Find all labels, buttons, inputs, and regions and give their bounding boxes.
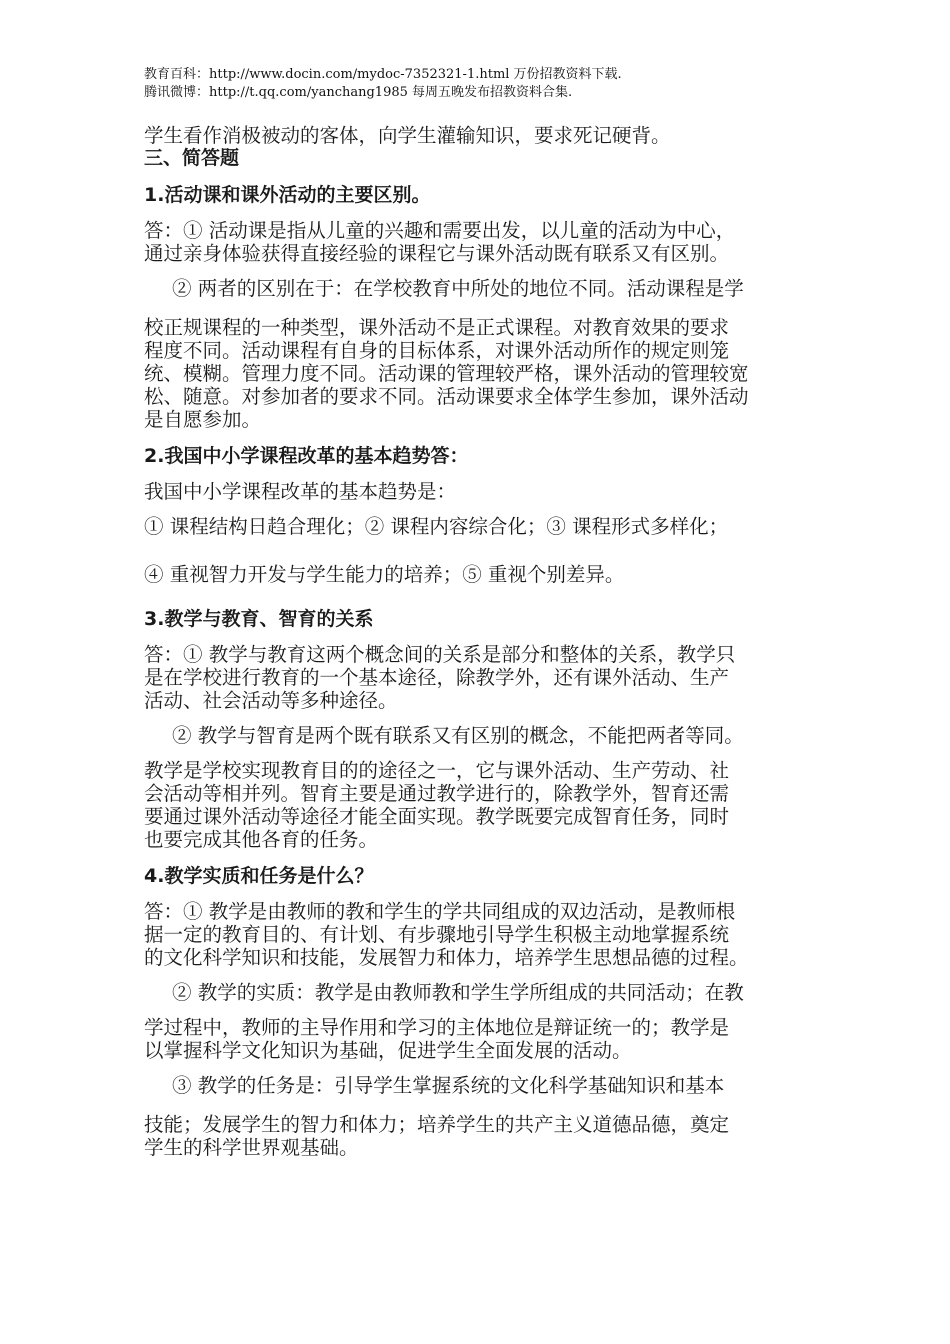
q1-title: 1.活动课和课外活动的主要区别。 — [144, 184, 431, 206]
q3-answer-2: ② 教学与智育是两个既有联系又有区别的概念，不能把两者等同。 — [172, 724, 744, 747]
q1-answer-2: 是自愿参加。 — [144, 408, 262, 431]
q4-answer-3: 技能；发展学生的智力和体力；培养学生的共产主义道德品德，奠定 — [144, 1113, 730, 1136]
q2-answer: 我国中小学课程改革的基本趋势是： — [144, 480, 457, 503]
q3-answer-2: 要通过课外活动等途径才能全面实现。教学既要完成智育任务，同时 — [144, 805, 730, 828]
q1-answer-2: 松、随意。对参加者的要求不同。活动课要求全体学生参加，课外活动 — [144, 385, 749, 408]
intro-text: 学生看作消极被动的客体，向学生灌输知识，要求死记硬背。 — [144, 124, 671, 147]
q2-title: 2.我国中小学课程改革的基本趋势答： — [144, 445, 469, 467]
q3-answer-1: 活动、社会活动等多种途径。 — [144, 689, 398, 712]
section-title: 三、简答题 — [144, 147, 240, 169]
header-line-docin: 教育百科：http://www.docin.com/mydoc-7352321-1.html 万份招教资料下载. — [144, 67, 622, 82]
q4-answer-1: 答：① 教学是由教师的教和学生的学共同组成的双边活动，是教师根 — [144, 900, 736, 923]
q1-answer-2: 程度不同。活动课程有自身的目标体系，对课外活动所作的规定则笼 — [144, 339, 730, 362]
q4-answer-2: ② 教学的实质：教学是由教师教和学生学所组成的共同活动；在教 — [172, 981, 744, 1004]
q3-answer-2: 也要完成其他各育的任务。 — [144, 828, 379, 851]
q4-answer-2: 学过程中，教师的主导作用和学习的主体地位是辩证统一的；教学是 — [144, 1016, 730, 1039]
q3-answer-1: 答：① 教学与教育这两个概念间的关系是部分和整体的关系，教学只 — [144, 643, 736, 666]
page-header — [144, 66, 622, 102]
q3-answer-2: 教学是学校实现教育目的的途径之一，它与课外活动、生产劳动、社 — [144, 759, 730, 782]
q3-answer-1: 是在学校进行教育的一个基本途径，除教学外，还有课外活动、生产 — [144, 666, 730, 689]
q2-answer: ④ 重视智力开发与学生能力的培养；⑤ 重视个别差异。 — [144, 563, 625, 586]
q4-answer-3: 学生的科学世界观基础。 — [144, 1136, 359, 1159]
q4-answer-3: ③ 教学的任务是：引导学生掌握系统的文化科学基础知识和基本 — [172, 1074, 725, 1097]
q4-answer-2: 以掌握科学文化知识为基础，促进学生全面发展的活动。 — [144, 1039, 632, 1062]
q3-title: 3.教学与教育、智育的关系 — [144, 608, 374, 630]
q1-answer-2: 校正规课程的一种类型，课外活动不是正式课程。对教育效果的要求 — [144, 316, 730, 339]
q1-answer-1: 答：① 活动课是指从儿童的兴趣和需要出发，以儿童的活动为中心， — [144, 219, 736, 242]
q4-answer-1: 的文化科学知识和技能，发展智力和体力，培养学生思想品德的过程。 — [144, 946, 749, 969]
header-line-weibo: 腾讯微博：http://t.qq.com/yanchang1985 每周五晚发布招教资料合集. — [144, 85, 573, 100]
q4-answer-1: 据一定的教育目的、有计划、有步骤地引导学生积极主动地掌握系统 — [144, 923, 730, 946]
q4-title: 4.教学实质和任务是什么？ — [144, 865, 374, 887]
document-body — [144, 124, 812, 1159]
q1-answer-2: 统、模糊。管理力度不同。活动课的管理较严格，课外活动的管理较宽 — [144, 362, 749, 385]
q1-answer-2: ② 两者的区别在于：在学校教育中所处的地位不同。活动课程是学 — [172, 277, 744, 300]
q1-answer-1: 通过亲身体验获得直接经验的课程它与课外活动既有联系又有区别。 — [144, 242, 730, 265]
q3-answer-2: 会活动等相并列。智育主要是通过教学进行的，除教学外，智育还需 — [144, 782, 730, 805]
q2-answer: ① 课程结构日趋合理化；② 课程内容综合化；③ 课程形式多样化； — [144, 515, 729, 538]
